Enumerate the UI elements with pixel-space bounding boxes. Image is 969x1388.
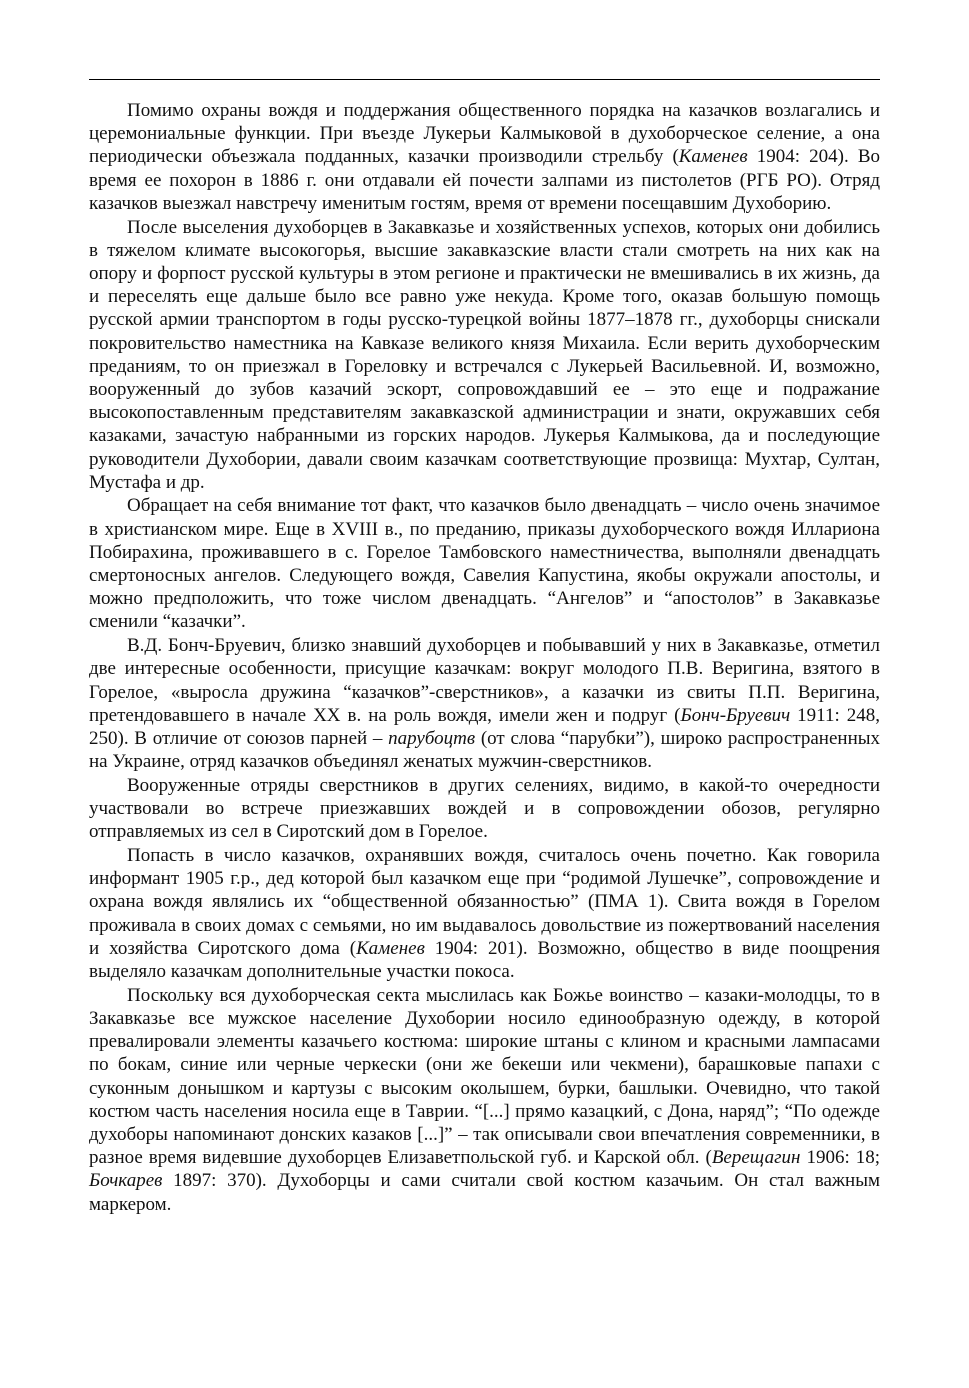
paragraph-3: Обращает на себя внимание тот факт, что казачков было двенадцать – число очень значимое в христианском мире. Еще в XVIII в., по преданию, приказы духоборческого вождя Иллариона Побирахина, проживавшего в с. Горелое Тамбовского наместничества, выполняли двенадцать смертоносных ангелов. Следующего вождя, Савелия Капустина, якобы окружали апостолы, и можно предположить, что тоже числом двенадцать. “Ангелов” и “апостолов” в Закавказье сменили “казачки”. — [89, 495, 880, 633]
citation-author: Бочкарев — [89, 1170, 163, 1192]
paragraph-5: Вооруженные отряды сверстников в других селениях, видимо, в какой-то очередности участвовали во встрече приезжавших вождей и в сопровождении обозов, регулярно отправляемых из сел в Сиротский дом в Горелое. — [89, 774, 880, 843]
paragraph-6: Попасть в число казачков, охранявших вождя, считалось очень почетно. Как говорила информант 1905 г.р., дед которой был казачком еще при “родимой Лушечке”, сопровождение и охрана вождя являлись их “общественной обязанностью” (ПМА 1). Свита вождя в Горелом проживала в своих домах с семьями, но им выдавалось довольствие из пожертвований населения и хозяйства Сиротского дома (Каменев 1904: 201). Возможно, общество в виде поощрения выделяло казачкам дополнительные участки покоса. — [89, 845, 880, 983]
paragraph-1: Помимо охраны вождя и поддержания общественного порядка на казачков возлагались и церемониальные функции. При въезде Лукерьи Калмыковой в духоборческое селение, а она периодически объезжала подданных, казачки производили стрельбу (Каменев 1904: 204). Во время ее похорон в 1886 г. они отдавали ей почести залпами из пистолетов (РГБ РО). Отряд казачков выезжал навстречу именитым гостям, время от времени посещавшим Духоборию. — [89, 100, 881, 214]
paragraph-2: После выселения духоборцев в Закавказье и хозяйственных успехов, которых они добились в тяжелом климате высокогорья, высшие закавказские власти стали смотреть на них как на опору и форпост русской культуры в этом регионе и практически не вмешивались в их жизнь, да и переселять еще дальше было все равно уже некуда. Кроме того, оказав большую помощь русской армии транспортом в годы русско-турецкой войны 1877–1878 гг., духоборцы снискали покровительство наместника на Кавказе великого князя Михаила. Если верить духоборческим преданиям, то он приезжал в Гореловку и встречался с Лукерьей Васильевной. И, возможно, вооруженный до зубов казачий эскорт, сопровождавший ее – это еще и подражание высокопоставленным представителям закавказской администрации и знати, окружавших себя казаками, зачастую набранными из горских народов. Лукерья Калмыкова, да и последующие руководители Духобории, давали своим казачкам соответствующие прозвища: Мухтар, Султан, Мустафа и др. — [89, 216, 880, 493]
body-text — [89, 99, 880, 1216]
citation-author: Бонч-Бруевич — [680, 704, 791, 726]
citation-author: Верещагин — [711, 1147, 801, 1169]
paragraph-4: В.Д. Бонч-Бруевич, близко знавший духоборцев и побывавший у них в Закавказье, отметил две интересные особенности, присущие казачкам: вокруг молодого П.В. Веригина, взятого в Горелое, «выросла дружина “казачков”-сверстников», а казачки из свиты П.П. Веригина, претендовавшего в начале XX в. на роль вождя, имели жен и подруг (Бонч-Бруевич 1911: 248, 250). В отличие от союзов парней – парубоцтв (от слова “парубки”), широко распространенных на Украине, отряд казачков объединял женатых мужчин-сверстников. — [89, 635, 881, 773]
paragraph-7: Поскольку вся духоборческая секта мыслилась как Божье воинство – казаки-молодцы, то в Закавказье все мужское население Духобории носило единообразную одежду, в которой превалировали элементы казачьего костюма: широкие штаны с клином и красными лампасами по бокам, синие или черные черкески (они же бекеши или чекмени), барашковые папахи с суконным донышком и картузы с высоким околышем, бурки, башлыки. Очевидно, что такой костюм часть населения носила еще в Таврии. “[...] прямо казацкий, с Дона, наряд”; “По одежде духоборы напоминают донских казаков [...]” – так описывали свои впечатления современники, в разное время видевшие духоборцев Елизаветпольской губ. и Карской обл. (Верещагин 1906: 18; Бочкарев 1897: 370). Духоборцы и сами считали свой костюм казачьим. Он стал важным маркером. — [89, 984, 880, 1215]
header-rule — [89, 79, 880, 80]
term-italic: парубоцтв — [388, 727, 476, 749]
citation-author: Каменев — [356, 937, 425, 959]
citation-author: Каменев — [678, 146, 748, 168]
